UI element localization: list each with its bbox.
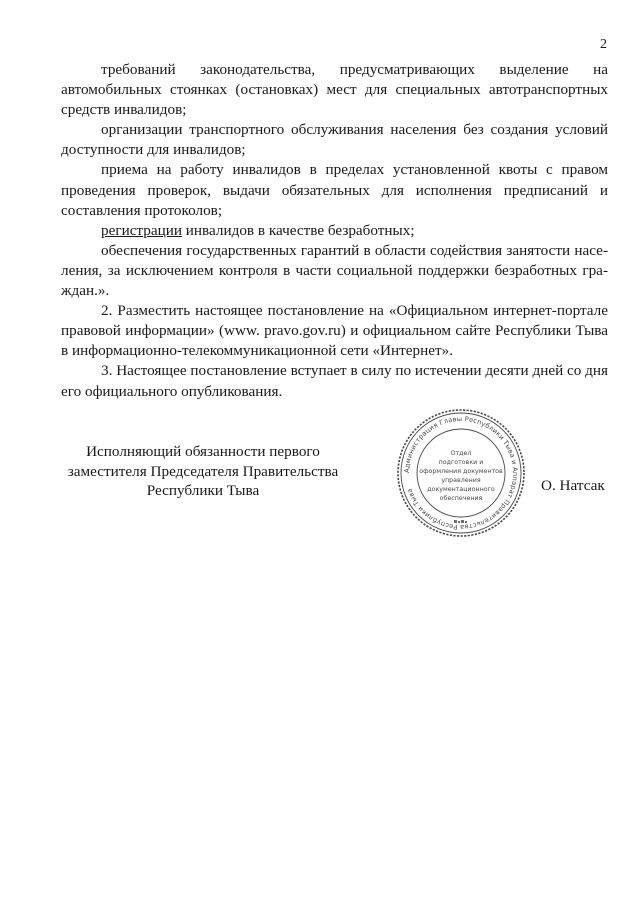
seal-ring-text: Администрация Главы Республики Тыва и Аппарат Правительства Республики Тыва [402,414,520,532]
paragraph: организации транспортного обслуживания населения без создания условий доступности для инвалидов; [61,121,608,159]
seal-center-line: оформления документов [419,468,503,475]
paragraph: обеспечения государственных гарантий в области содействия занятости населения, за исключением контроля в части социальной поддержки безработных граждан.». [61,241,608,300]
position-line: Исполняющий обязанности первого [86,443,320,460]
signer-name: О. Натсак [541,477,605,494]
official-seal [396,408,526,538]
paragraph: 3. Настоящее постановление вступает в силу по истечении десяти дней со дня его официального опубликования. [61,362,608,400]
paragraph: приема на работу инвалидов в пределах установленной квоты с правом проведения проверок, выдачи обязательных для исполнения предписаний и составления протоколов; [61,161,608,219]
position-line: заместителя Председателя Правительства [67,462,339,480]
position-line: Республики Тыва [146,482,260,499]
underlined-word: регистрации [101,221,182,239]
seal-center-line: подготовки и [438,459,484,466]
paragraph: 2. Разместить настоящее постановление на «Официальном интернет-портале правовой информации» (www. pravo.gov.ru) и официальном сайте Республики Тыва в информационно-телекоммуникационной сети «Интернет». [61,302,608,360]
paragraph: требований законодательства, предусматривающих выделение на автомобильных стоянках (остановках) мест для специальных автотранспортных средств инвалидов; [61,61,608,119]
seal-center-line: Отдел [450,450,472,457]
seal-center-line: обеспечения [439,495,483,502]
seal-center-line: документационного [427,486,495,493]
paragraph: регистрации инвалидов в качестве безработных; [101,221,415,239]
document-body [61,60,608,402]
signatory-position [58,442,348,501]
seal-center-line: управления [441,477,481,484]
page-number: 2 [600,37,607,52]
